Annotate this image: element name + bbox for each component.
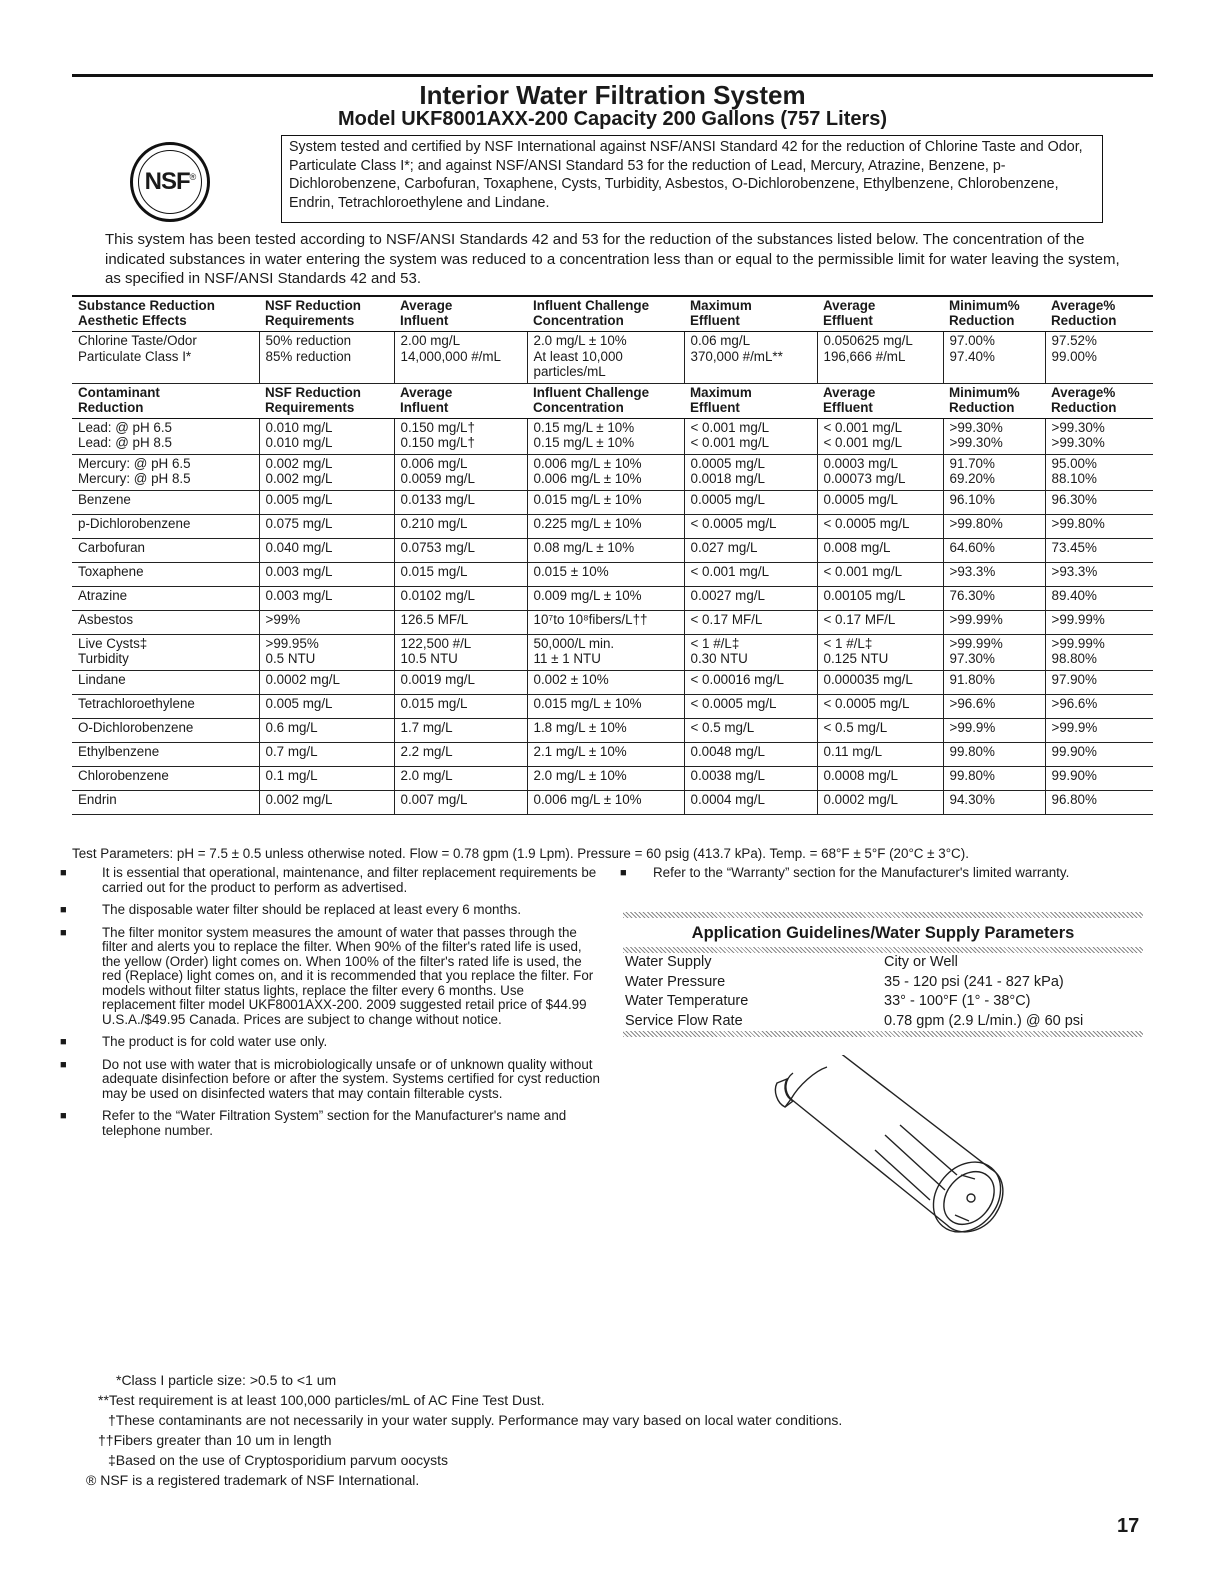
table-cell: 99.80% xyxy=(943,742,1045,766)
table-cell: 96.10% xyxy=(943,490,1045,514)
bullet-mark: ■ xyxy=(60,1110,67,1122)
table-cell: 76.30% xyxy=(943,586,1045,610)
table-cell: >99.99% 97.30% xyxy=(943,634,1045,670)
table-cell: 0.0027 mg/L xyxy=(684,586,817,610)
table-cell: Mercury: @ pH 6.5 Mercury: @ pH 8.5 xyxy=(72,454,259,490)
table-cell: Influent Challenge Concentration xyxy=(527,383,684,418)
table-cell: Endrin xyxy=(72,790,259,814)
water-filter-illustration xyxy=(755,1055,1015,1245)
table-cell: >99.99% xyxy=(1045,610,1153,634)
table-cell: 97.90% xyxy=(1045,670,1153,694)
table-cell: Average Influent xyxy=(394,383,527,418)
table-cell: Live Cysts‡ Turbidity xyxy=(72,634,259,670)
table-row xyxy=(72,670,1153,694)
table-cell: Minimum% Reduction xyxy=(943,296,1045,332)
table-cell: < 0.0005 mg/L xyxy=(817,694,943,718)
list-item xyxy=(60,1035,600,1050)
table-cell: < 0.0005 mg/L xyxy=(817,514,943,538)
bullet-mark: ■ xyxy=(60,1058,67,1071)
table-cell: Average% Reduction xyxy=(1045,383,1153,418)
warranty-bullet-text: Refer to the “Warranty” section for the Manufacturer's limited warranty. xyxy=(653,865,1070,880)
list-item xyxy=(60,903,600,918)
table-cell: 0.027 mg/L xyxy=(684,538,817,562)
table-cell: 35 - 120 psi (241 - 827 kPa) xyxy=(884,973,1064,990)
performance-table xyxy=(72,295,1153,815)
table-cell: < 0.001 mg/L < 0.001 mg/L xyxy=(684,418,817,454)
table-cell: >99.99% xyxy=(943,610,1045,634)
bullet-mark: ■ xyxy=(60,904,67,916)
table-cell: 91.80% xyxy=(943,670,1045,694)
table-cell: 0.007 mg/L xyxy=(394,790,527,814)
table-cell: Minimum% Reduction xyxy=(943,383,1045,418)
table-cell: >93.3% xyxy=(943,562,1045,586)
table-cell: 0.11 mg/L xyxy=(817,742,943,766)
table-cell: 0.003 mg/L xyxy=(259,562,394,586)
table-cell: NSF Reduction Requirements xyxy=(259,383,394,418)
application-guidelines xyxy=(623,912,1143,1037)
table-cell: 0.002 mg/L xyxy=(259,790,394,814)
table-cell: 33° - 100°F (1° - 38°C) xyxy=(884,993,1031,1009)
table-row xyxy=(72,332,1153,384)
table-cell: >99.80% xyxy=(1045,514,1153,538)
table-cell: 0.050625 mg/L 196,666 #/mL xyxy=(817,332,943,384)
table-cell: 0.010 mg/L 0.010 mg/L xyxy=(259,418,394,454)
bullet-text: Refer to the “Water Filtration System” section for the Manufacturer's name and telephone number. xyxy=(102,1108,567,1138)
table-cell: 0.7 mg/L xyxy=(259,742,394,766)
table-cell: 0.0004 mg/L xyxy=(684,790,817,814)
table-cell: 89.40% xyxy=(1045,586,1153,610)
table-cell: 0.0005 mg/L xyxy=(817,490,943,514)
table-cell: 2.1 mg/L ± 10% xyxy=(527,742,684,766)
list-item xyxy=(60,1109,600,1138)
table-cell: 99.90% xyxy=(1045,766,1153,790)
table-cell: 0.0753 mg/L xyxy=(394,538,527,562)
table-row xyxy=(72,610,1153,634)
table-cell: Substance Reduction Aesthetic Effects xyxy=(72,296,259,332)
table-cell: 2.0 mg/L xyxy=(394,766,527,790)
table-cell: >99.95% 0.5 NTU xyxy=(259,634,394,670)
table-cell: 95.00% 88.10% xyxy=(1045,454,1153,490)
table-cell: 0.015 mg/L ± 10% xyxy=(527,490,684,514)
table-cell: Lindane xyxy=(72,670,259,694)
bullet-text: The filter monitor system measures the amount of water that passes through the filter and alerts you to replace the filter. When 90% of the filter's rated life is used, the yellow (Order) light comes on. When 100% of the filter's rated life is used, the red (Replace) light comes on, and it is recommended that you replace the filter. For models without filter status lights, replace the filter every 6 months. Use replacement filter model UKF8001AXX-200. 2009 suggested retail price of $44.99 U.S.A./$49.95 Canada. Prices are subject to change without notice. xyxy=(102,924,594,1027)
application-table xyxy=(623,953,1143,1031)
certification-box: System tested and certified by NSF International against NSF/ANSI Standard 42 for the reduction of Chlorine Taste and Odor, Particulate Class I*; and against NSF/ANSI Standard 53 for the reduction of Lead, Mercury, Atrazine, Benzene, p-Dichlorobenzene, Carbofuran, Toxaphene, Cysts, Turbidity, Asbestos, O-Dichlorobenzene, Ethylbenzene, Chlorobenzene, Endrin, Tetrachloroethylene and Lindane. xyxy=(281,135,1103,223)
table-cell: >96.6% xyxy=(943,694,1045,718)
footnote: ‡Based on the use of Cryptosporidium parvum oocysts xyxy=(108,1452,449,1468)
table-row xyxy=(72,694,1153,718)
table-cell: < 0.0005 mg/L xyxy=(684,514,817,538)
table-cell: Water Pressure xyxy=(625,973,726,990)
table-cell: 0.0002 mg/L xyxy=(817,790,943,814)
table-cell: 0.015 mg/L xyxy=(394,694,527,718)
footnote: **Test requirement is at least 100,000 particles/mL of AC Fine Test Dust. xyxy=(98,1392,545,1408)
table-cell: 0.005 mg/L xyxy=(259,490,394,514)
table-cell: Service Flow Rate xyxy=(625,1012,743,1029)
table-cell: >99.9% xyxy=(1045,718,1153,742)
page-title: Interior Water Filtration System xyxy=(419,80,806,110)
table-cell: 64.60% xyxy=(943,538,1045,562)
list-item xyxy=(60,926,600,1028)
table-cell: 0.0102 mg/L xyxy=(394,586,527,610)
table-row xyxy=(72,766,1153,790)
bullet-mark: ■ xyxy=(620,867,627,879)
model-subtitle: Model UKF8001AXX-200 Capacity 200 Gallons (757 Liters) xyxy=(337,108,888,130)
table-cell: 1.8 mg/L ± 10% xyxy=(527,718,684,742)
table-row xyxy=(72,742,1153,766)
table-cell: 0.08 mg/L ± 10% xyxy=(527,538,684,562)
table-cell: 0.0019 mg/L xyxy=(394,670,527,694)
table-cell: 96.80% xyxy=(1045,790,1153,814)
table-cell: 0.78 gpm (2.9 L/min.) @ 60 psi xyxy=(884,1012,1084,1029)
table-cell: 0.009 mg/L ± 10% xyxy=(527,586,684,610)
table-cell: 0.015 ± 10% xyxy=(527,562,684,586)
table-header-row xyxy=(72,296,1153,332)
table-row xyxy=(72,454,1153,490)
table-cell: 0.150 mg/L† 0.150 mg/L† xyxy=(394,418,527,454)
nsf-logo-ring xyxy=(138,150,202,214)
table-cell: Contaminant Reduction xyxy=(72,383,259,418)
table-cell: < 0.17 MF/L xyxy=(817,610,943,634)
table-cell: 2.0 mg/L ± 10% At least 10,000 particles/mL xyxy=(527,332,684,384)
table-cell: Benzene xyxy=(72,490,259,514)
list-item xyxy=(60,866,600,895)
table-cell: < 0.5 mg/L xyxy=(684,718,817,742)
table-cell: 0.008 mg/L xyxy=(817,538,943,562)
table-cell: 0.0005 mg/L xyxy=(684,490,817,514)
table-row xyxy=(72,538,1153,562)
table-row xyxy=(623,992,1143,1012)
footnote: ††Fibers greater than 10 um in length xyxy=(98,1432,332,1448)
table-cell: 0.015 mg/L xyxy=(394,562,527,586)
table-cell: Average Effluent xyxy=(817,296,943,332)
table-cell: 0.0003 mg/L 0.00073 mg/L xyxy=(817,454,943,490)
table-cell: 0.06 mg/L 370,000 #/mL** xyxy=(684,332,817,384)
table-cell: 0.006 mg/L ± 10% 0.006 mg/L ± 10% xyxy=(527,454,684,490)
table-cell: Ethylbenzene xyxy=(72,742,259,766)
table-cell: 0.15 mg/L ± 10% 0.15 mg/L ± 10% xyxy=(527,418,684,454)
table-cell: < 0.001 mg/L xyxy=(817,562,943,586)
footnote: †These contaminants are not necessarily in your water supply. Performance may vary based on local water conditions. xyxy=(108,1412,843,1428)
table-cell: 97.00% 97.40% xyxy=(943,332,1045,384)
table-header-row xyxy=(72,383,1153,418)
table-cell: 2.00 mg/L 14,000,000 #/mL xyxy=(394,332,527,384)
table-cell: Water Temperature xyxy=(625,993,749,1009)
warranty-bullet xyxy=(620,866,1140,881)
table-cell: 0.002 mg/L 0.002 mg/L xyxy=(259,454,394,490)
table-cell: >93.3% xyxy=(1045,562,1153,586)
table-cell: 96.30% xyxy=(1045,490,1153,514)
table-cell: 122,500 #/L 10.5 NTU xyxy=(394,634,527,670)
nsf-logo-text: NSF® xyxy=(144,168,196,195)
top-rule xyxy=(72,74,1153,77)
table-row xyxy=(623,1012,1143,1032)
table-cell: Maximum Effluent xyxy=(684,383,817,418)
table-cell: 50,000/L min. 11 ± 1 NTU xyxy=(527,634,684,670)
table-cell: Water Supply xyxy=(625,954,712,970)
table-cell: < 0.17 MF/L xyxy=(684,610,817,634)
table-cell: Influent Challenge Concentration xyxy=(527,296,684,332)
table-cell: 0.225 mg/L ± 10% xyxy=(527,514,684,538)
table-cell: 0.6 mg/L xyxy=(259,718,394,742)
table-cell: 73.45% xyxy=(1045,538,1153,562)
table-cell: p-Dichlorobenzene xyxy=(72,514,259,538)
table-cell: >99.99% 98.80% xyxy=(1045,634,1153,670)
intro-paragraph: This system has been tested according to NSF/ANSI Standards 42 and 53 for the reduction of the substances listed below. The concentration of the indicated substances in water entering the system was reduced to a concentration less than or equal to the permissible limit for water leaving the system, as specified in NSF/ANSI Standards 42 and 53. xyxy=(105,231,1120,287)
table-cell: 10⁷to 10⁸fibers/L†† xyxy=(527,610,684,634)
table-cell: 0.002 ± 10% xyxy=(527,670,684,694)
table-cell: 0.075 mg/L xyxy=(259,514,394,538)
footnote: ® NSF is a registered trademark of NSF International. xyxy=(86,1472,420,1488)
footnote: *Class I particle size: >0.5 to <1 um xyxy=(116,1372,337,1388)
table-row xyxy=(72,718,1153,742)
bullet-list xyxy=(60,866,600,1146)
table-cell: 0.00105 mg/L xyxy=(817,586,943,610)
table-row xyxy=(72,634,1153,670)
table-cell: Tetrachloroethylene xyxy=(72,694,259,718)
application-title: Application Guidelines/Water Supply Parameters xyxy=(691,924,1075,942)
table-cell: < 1 #/L‡ 0.30 NTU xyxy=(684,634,817,670)
table-row xyxy=(72,586,1153,610)
table-cell: < 0.001 mg/L xyxy=(684,562,817,586)
bullet-text: It is essential that operational, maintenance, and filter replacement requirements be carried out for the product to perform as advertised. xyxy=(102,865,597,895)
table-cell: 0.210 mg/L xyxy=(394,514,527,538)
table-cell: >99.30% >99.30% xyxy=(1045,418,1153,454)
table-cell: >96.6% xyxy=(1045,694,1153,718)
table-cell: Atrazine xyxy=(72,586,259,610)
table-cell: 1.7 mg/L xyxy=(394,718,527,742)
table-cell: 0.005 mg/L xyxy=(259,694,394,718)
nsf-logo xyxy=(130,142,210,222)
table-cell: < 0.001 mg/L < 0.001 mg/L xyxy=(817,418,943,454)
table-cell: 2.2 mg/L xyxy=(394,742,527,766)
table-cell: Average Influent xyxy=(394,296,527,332)
table-cell: Toxaphene xyxy=(72,562,259,586)
bullet-mark: ■ xyxy=(60,867,67,879)
bullet-mark: ■ xyxy=(60,1036,67,1048)
table-cell: 0.006 mg/L ± 10% xyxy=(527,790,684,814)
table-cell: 0.006 mg/L 0.0059 mg/L xyxy=(394,454,527,490)
table-cell: 0.1 mg/L xyxy=(259,766,394,790)
table-row xyxy=(72,514,1153,538)
table-cell: 0.003 mg/L xyxy=(259,586,394,610)
table-cell: < 1 #/L‡ 0.125 NTU xyxy=(817,634,943,670)
table-row xyxy=(72,562,1153,586)
table-cell: >99.30% >99.30% xyxy=(943,418,1045,454)
table-cell: < 0.0005 mg/L xyxy=(684,694,817,718)
table-cell: 126.5 MF/L xyxy=(394,610,527,634)
table-cell: Asbestos xyxy=(72,610,259,634)
table-cell: Average Effluent xyxy=(817,383,943,418)
table-cell: O-Dichlorobenzene xyxy=(72,718,259,742)
table-row xyxy=(72,790,1153,814)
table-row xyxy=(623,973,1143,993)
table-cell: 99.80% xyxy=(943,766,1045,790)
table-cell: 0.0038 mg/L xyxy=(684,766,817,790)
table-cell: 2.0 mg/L ± 10% xyxy=(527,766,684,790)
table-cell: 97.52% 99.00% xyxy=(1045,332,1153,384)
bullet-text: The product is for cold water use only. xyxy=(102,1034,328,1049)
table-cell: >99.9% xyxy=(943,718,1045,742)
table-cell: 91.70% 69.20% xyxy=(943,454,1045,490)
table-row xyxy=(623,953,1143,973)
table-cell: < 0.00016 mg/L xyxy=(684,670,817,694)
table-row xyxy=(72,490,1153,514)
table-cell: 50% reduction 85% reduction xyxy=(259,332,394,384)
table-cell: Carbofuran xyxy=(72,538,259,562)
table-cell: 0.000035 mg/L xyxy=(817,670,943,694)
test-parameters: Test Parameters: pH = 7.5 ± 0.5 unless otherwise noted. Flow = 0.78 gpm (1.9 Lpm). Pressure = 60 psig (413.7 kPa). Temp. = 68°F ± 5°F (20°C ± 3°C). xyxy=(72,846,969,861)
bullet-text: Do not use with water that is microbiologically unsafe or of unknown quality without adequate disinfection before or after the system. Systems certified for cyst reduction may be used on disinfected waters that may contain filterable cysts. xyxy=(102,1056,600,1101)
table-cell: Chlorine Taste/Odor Particulate Class I* xyxy=(72,332,259,384)
list-item xyxy=(60,1058,600,1102)
table-cell: 0.0133 mg/L xyxy=(394,490,527,514)
table-cell: Average% Reduction xyxy=(1045,296,1153,332)
table-cell: 0.015 mg/L ± 10% xyxy=(527,694,684,718)
table-row xyxy=(72,418,1153,454)
hatch-divider xyxy=(623,1031,1143,1037)
bullet-mark: ■ xyxy=(60,926,67,939)
table-cell: Chlorobenzene xyxy=(72,766,259,790)
table-cell: 99.90% xyxy=(1045,742,1153,766)
page-number: 17 xyxy=(1117,1515,1140,1537)
table-cell: 0.0008 mg/L xyxy=(817,766,943,790)
table-cell: >99.80% xyxy=(943,514,1045,538)
table-cell: Lead: @ pH 6.5 Lead: @ pH 8.5 xyxy=(72,418,259,454)
table-cell: 0.0005 mg/L 0.0018 mg/L xyxy=(684,454,817,490)
table-cell: Maximum Effluent xyxy=(684,296,817,332)
table-cell: City or Well xyxy=(884,954,958,970)
bullet-text: The disposable water filter should be replaced at least every 6 months. xyxy=(102,902,522,917)
table-cell: 0.0002 mg/L xyxy=(259,670,394,694)
table-cell: >99% xyxy=(259,610,394,634)
table-cell: NSF Reduction Requirements xyxy=(259,296,394,332)
table-cell: < 0.5 mg/L xyxy=(817,718,943,742)
table-cell: 0.040 mg/L xyxy=(259,538,394,562)
table-cell: 0.0048 mg/L xyxy=(684,742,817,766)
table-cell: 94.30% xyxy=(943,790,1045,814)
